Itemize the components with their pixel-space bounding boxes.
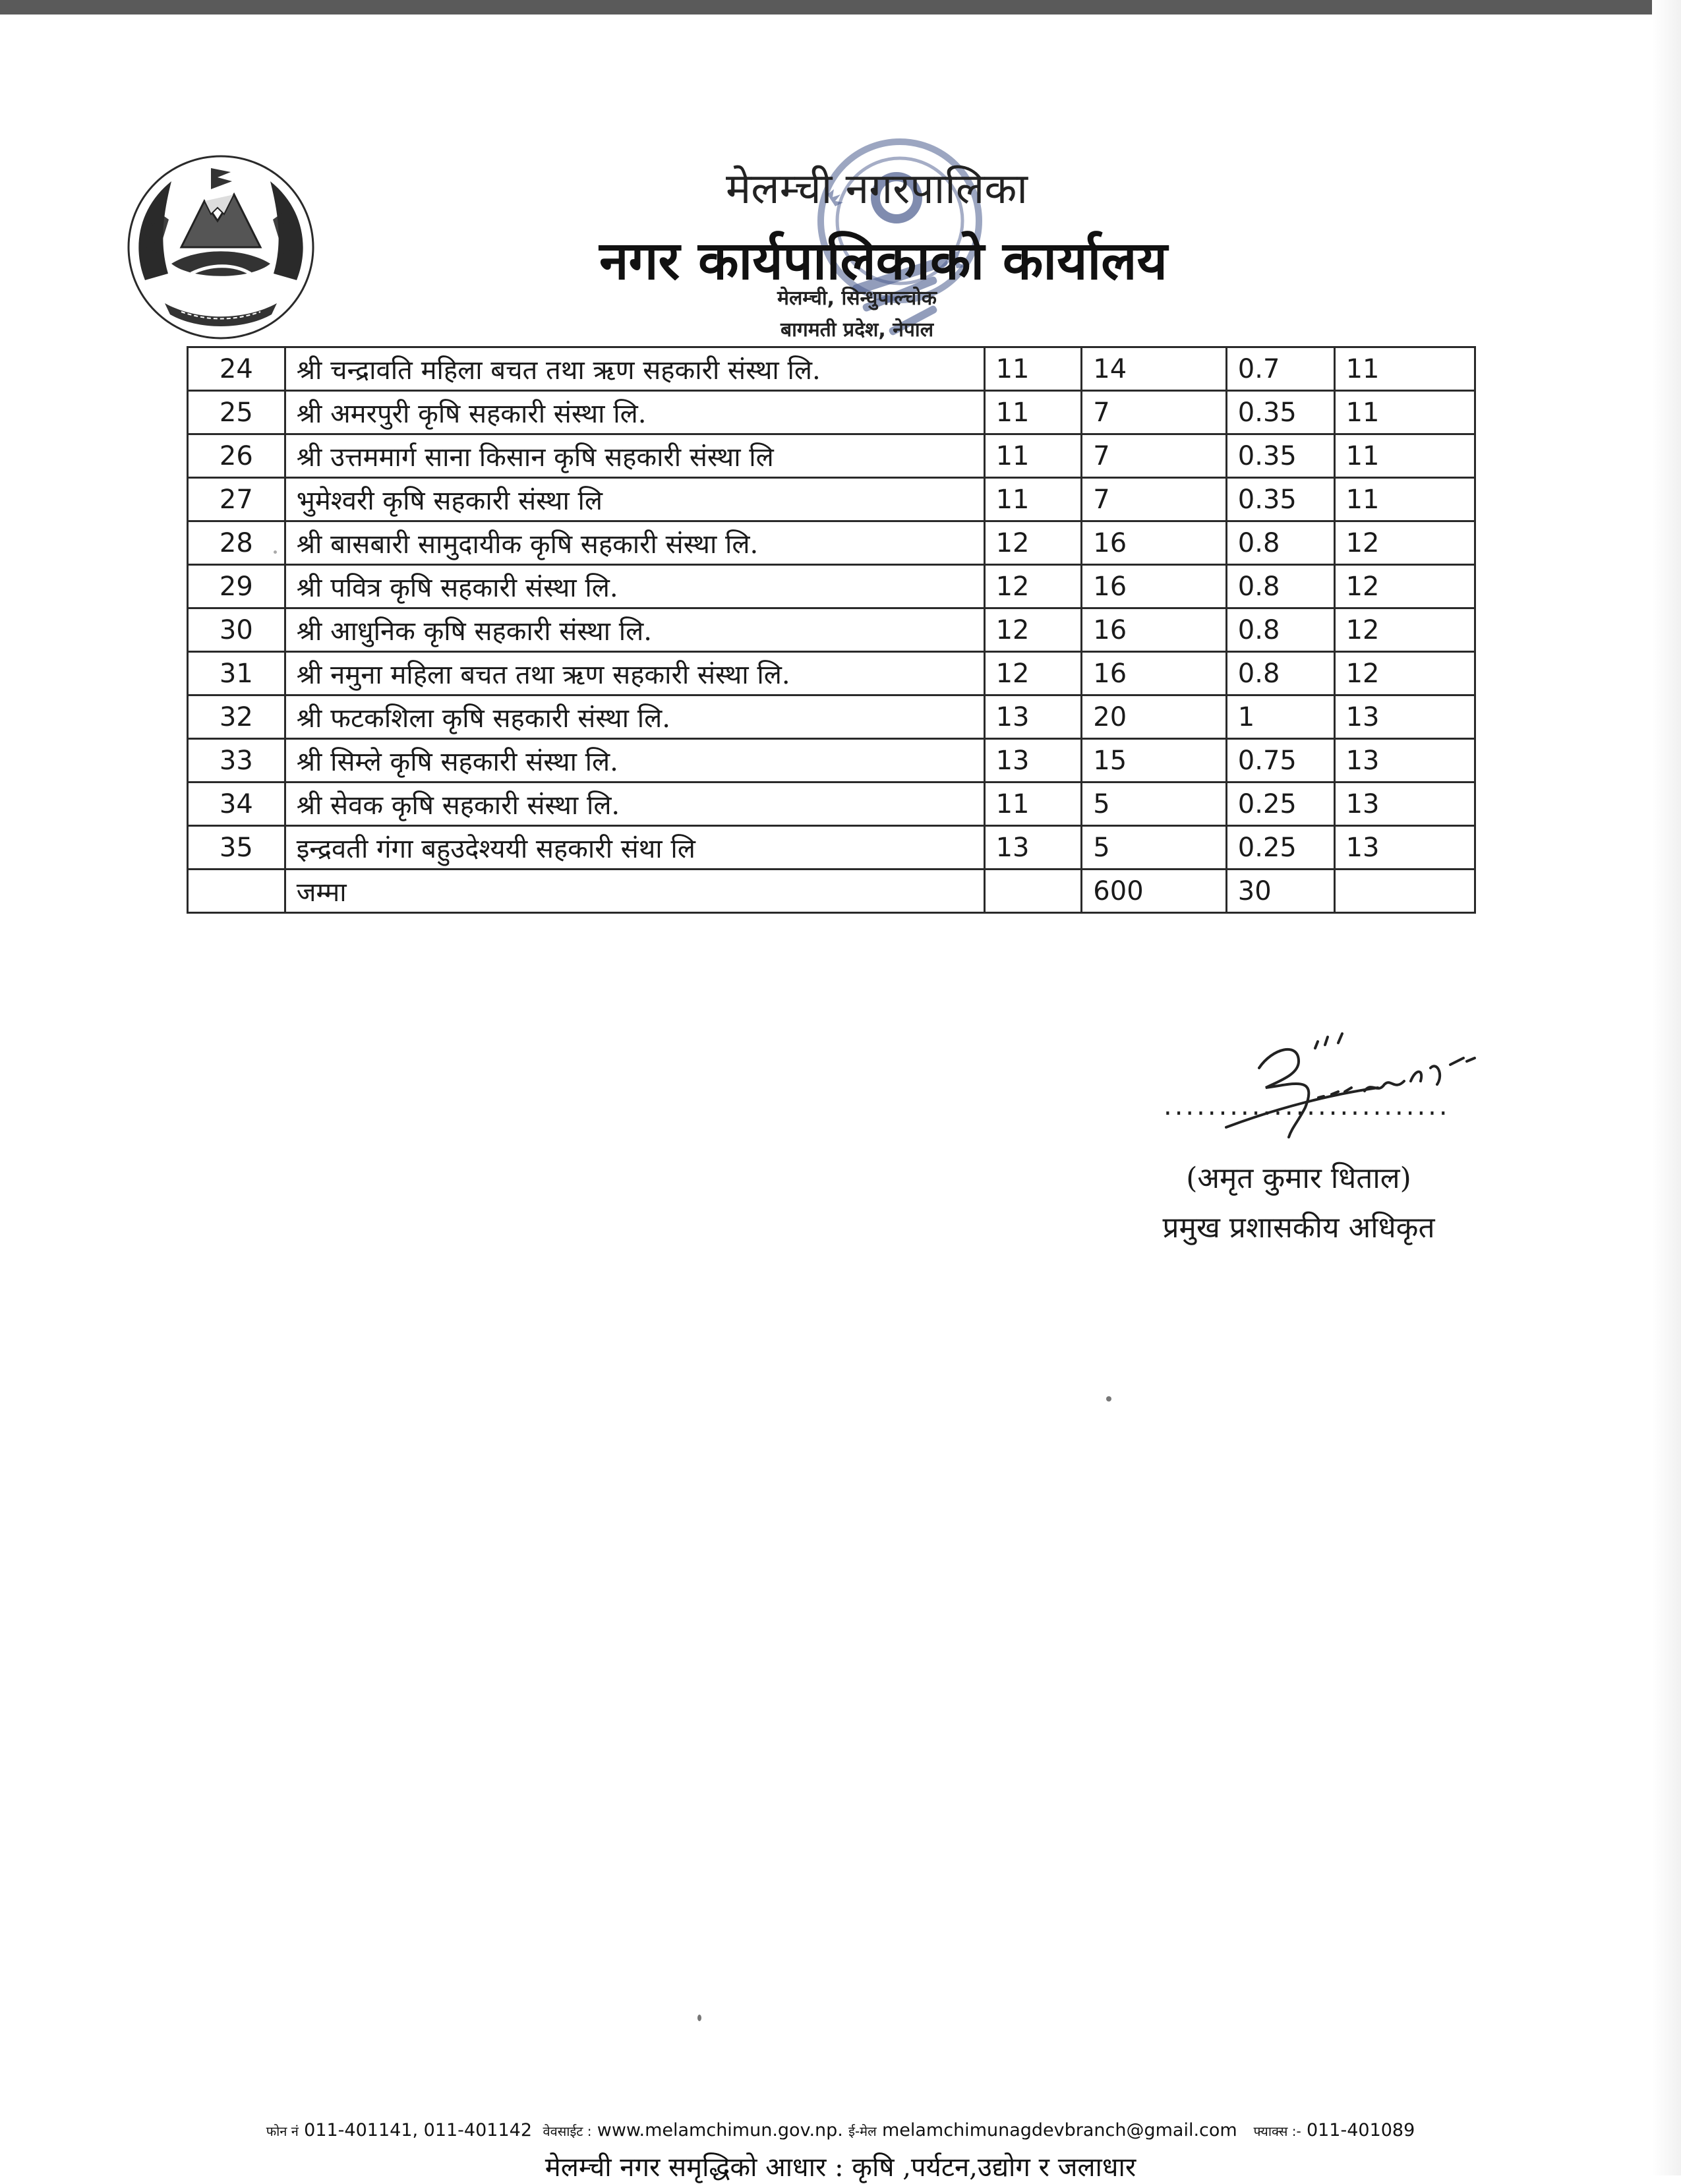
value-a-cell: 11 (984, 391, 1082, 434)
serial-number-cell: 34 (188, 782, 285, 826)
value-b-cell: 16 (1082, 521, 1226, 565)
value-b-cell: 16 (1082, 652, 1226, 695)
value-b-cell: 7 (1082, 434, 1226, 478)
email-label: ई-मेल (848, 2123, 877, 2139)
value-d-cell: 11 (1334, 391, 1475, 434)
scan-right-edge (1652, 0, 1681, 2175)
cooperative-name-cell: श्री सिम्ले कृषि सहकारी संस्था लि. (285, 739, 984, 782)
value-b-cell: 16 (1082, 565, 1226, 608)
serial-number-cell: 31 (188, 652, 285, 695)
table-row (188, 391, 1475, 434)
signatory-name: (अमृत कुमार धिताल) (1186, 1162, 1411, 1195)
table-row (188, 652, 1475, 695)
footer-contact-line (198, 2120, 1483, 2140)
value-b-cell: 16 (1082, 608, 1226, 652)
table-row (188, 826, 1475, 870)
table-row (188, 347, 1475, 391)
value-c-cell: 0.75 (1226, 739, 1334, 782)
nepal-emblem-icon (119, 148, 323, 346)
value-a-cell: 11 (984, 347, 1082, 391)
signatory-title: प्रमुख प्रशासकीय अधिकृत (1162, 1211, 1435, 1245)
value-c-cell: 0.7 (1226, 347, 1334, 391)
value-c-cell: 0.8 (1226, 565, 1334, 608)
value-d-cell: 11 (1334, 434, 1475, 478)
office-district: मेलम्ची, सिन्धुपाल्चोक (777, 287, 937, 310)
value-a-cell: 11 (984, 782, 1082, 826)
total-serial-cell (188, 870, 285, 913)
phone-number: 011-401141, 011-401142 (304, 2120, 532, 2140)
value-b-cell: 5 (1082, 782, 1226, 826)
serial-number-cell: 28 (188, 521, 285, 565)
cooperative-name-cell: भुमेश्वरी कृषि सहकारी संस्था लि (285, 478, 984, 521)
value-a-cell: 12 (984, 565, 1082, 608)
total-c-cell: 30 (1226, 870, 1334, 913)
value-a-cell: 11 (984, 478, 1082, 521)
serial-number-cell: 29 (188, 565, 285, 608)
value-a-cell: 13 (984, 695, 1082, 739)
value-d-cell: 12 (1334, 565, 1475, 608)
serial-number-cell: 33 (188, 739, 285, 782)
cooperative-name-cell: इन्द्रवती गंगा बहुउदेश्ययी सहकारी संथा लि (285, 826, 984, 870)
total-b-cell: 600 (1082, 870, 1226, 913)
value-d-cell: 13 (1334, 826, 1475, 870)
office-name: नगर कार्यपालिकाको कार्यालय (599, 229, 1167, 291)
cooperative-name-cell: श्री नमुना महिला बचत तथा ऋण सहकारी संस्था लि. (285, 652, 984, 695)
fax-label: फ्याक्स :- (1253, 2123, 1301, 2139)
serial-number-cell: 25 (188, 391, 285, 434)
value-c-cell: 0.8 (1226, 608, 1334, 652)
cooperative-allocation-table (187, 346, 1476, 914)
value-d-cell: 12 (1334, 608, 1475, 652)
value-a-cell: 13 (984, 826, 1082, 870)
scan-speck (274, 550, 277, 554)
cooperative-name-cell: श्री चन्द्रावति महिला बचत तथा ऋण सहकारी संस्था लि. (285, 347, 984, 391)
total-a-cell (984, 870, 1082, 913)
cooperative-name-cell: श्री फटकशिला कृषि सहकारी संस्था लि. (285, 695, 984, 739)
value-a-cell: 11 (984, 434, 1082, 478)
table-row (188, 521, 1475, 565)
value-a-cell: 12 (984, 608, 1082, 652)
office-province: बागमती प्रदेश, नेपाल (780, 318, 934, 341)
scan-speck (1106, 1396, 1111, 1402)
cooperative-name-cell: श्री बासबारी सामुदायीक कृषि सहकारी संस्था लि. (285, 521, 984, 565)
cooperative-name-cell: श्री उत्तममार्ग साना किसान कृषि सहकारी संस्था लि (285, 434, 984, 478)
website-url: www.melamchimun.gov.np. (597, 2120, 843, 2140)
value-c-cell: 1 (1226, 695, 1334, 739)
value-c-cell: 0.35 (1226, 478, 1334, 521)
table-row (188, 695, 1475, 739)
value-a-cell: 12 (984, 652, 1082, 695)
phone-label: फोन नं (266, 2123, 299, 2139)
value-d-cell: 13 (1334, 782, 1475, 826)
table-row (188, 608, 1475, 652)
table-row (188, 478, 1475, 521)
cooperative-name-cell: श्री पवित्र कृषि सहकारी संस्था लि. (285, 565, 984, 608)
serial-number-cell: 30 (188, 608, 285, 652)
table-row (188, 434, 1475, 478)
serial-number-cell: 35 (188, 826, 285, 870)
signature-dotted-line: .......................... (1164, 1091, 1450, 1121)
value-b-cell: 7 (1082, 478, 1226, 521)
value-c-cell: 0.35 (1226, 434, 1334, 478)
value-a-cell: 13 (984, 739, 1082, 782)
total-d-cell (1334, 870, 1475, 913)
value-d-cell: 12 (1334, 521, 1475, 565)
value-d-cell: 11 (1334, 478, 1475, 521)
value-d-cell: 12 (1334, 652, 1475, 695)
value-b-cell: 5 (1082, 826, 1226, 870)
serial-number-cell: 26 (188, 434, 285, 478)
fax-number: 011-401089 (1306, 2120, 1415, 2140)
scan-speck (697, 2015, 701, 2021)
value-b-cell: 14 (1082, 347, 1226, 391)
table-row (188, 739, 1475, 782)
table-row (188, 565, 1475, 608)
footer-motto: मेलम्ची नगर समृद्धिको आधार : कृषि ,पर्यटन,उद्योग र जलाधार (545, 2152, 1136, 2183)
scan-top-edge (0, 0, 1681, 15)
total-label-cell: जम्मा (285, 870, 984, 913)
website-label: वेवसाईट : (543, 2123, 592, 2139)
value-b-cell: 7 (1082, 391, 1226, 434)
value-d-cell: 13 (1334, 739, 1475, 782)
total-row (188, 870, 1475, 913)
value-d-cell: 11 (1334, 347, 1475, 391)
serial-number-cell: 32 (188, 695, 285, 739)
cooperative-name-cell: श्री आधुनिक कृषि सहकारी संस्था लि. (285, 608, 984, 652)
municipality-name: मेलम्ची नगरपालिका (726, 165, 1028, 214)
serial-number-cell: 27 (188, 478, 285, 521)
value-b-cell: 20 (1082, 695, 1226, 739)
value-c-cell: 0.35 (1226, 391, 1334, 434)
value-c-cell: 0.25 (1226, 782, 1334, 826)
cooperative-name-cell: श्री सेवक कृषि सहकारी संस्था लि. (285, 782, 984, 826)
email-address: melamchimunagdevbranch@gmail.com (881, 2120, 1237, 2140)
table-row (188, 782, 1475, 826)
serial-number-cell: 24 (188, 347, 285, 391)
value-c-cell: 0.25 (1226, 826, 1334, 870)
table-body (188, 347, 1475, 913)
value-c-cell: 0.8 (1226, 521, 1334, 565)
value-d-cell: 13 (1334, 695, 1475, 739)
value-b-cell: 15 (1082, 739, 1226, 782)
value-a-cell: 12 (984, 521, 1082, 565)
value-c-cell: 0.8 (1226, 652, 1334, 695)
cooperative-name-cell: श्री अमरपुरी कृषि सहकारी संस्था लि. (285, 391, 984, 434)
